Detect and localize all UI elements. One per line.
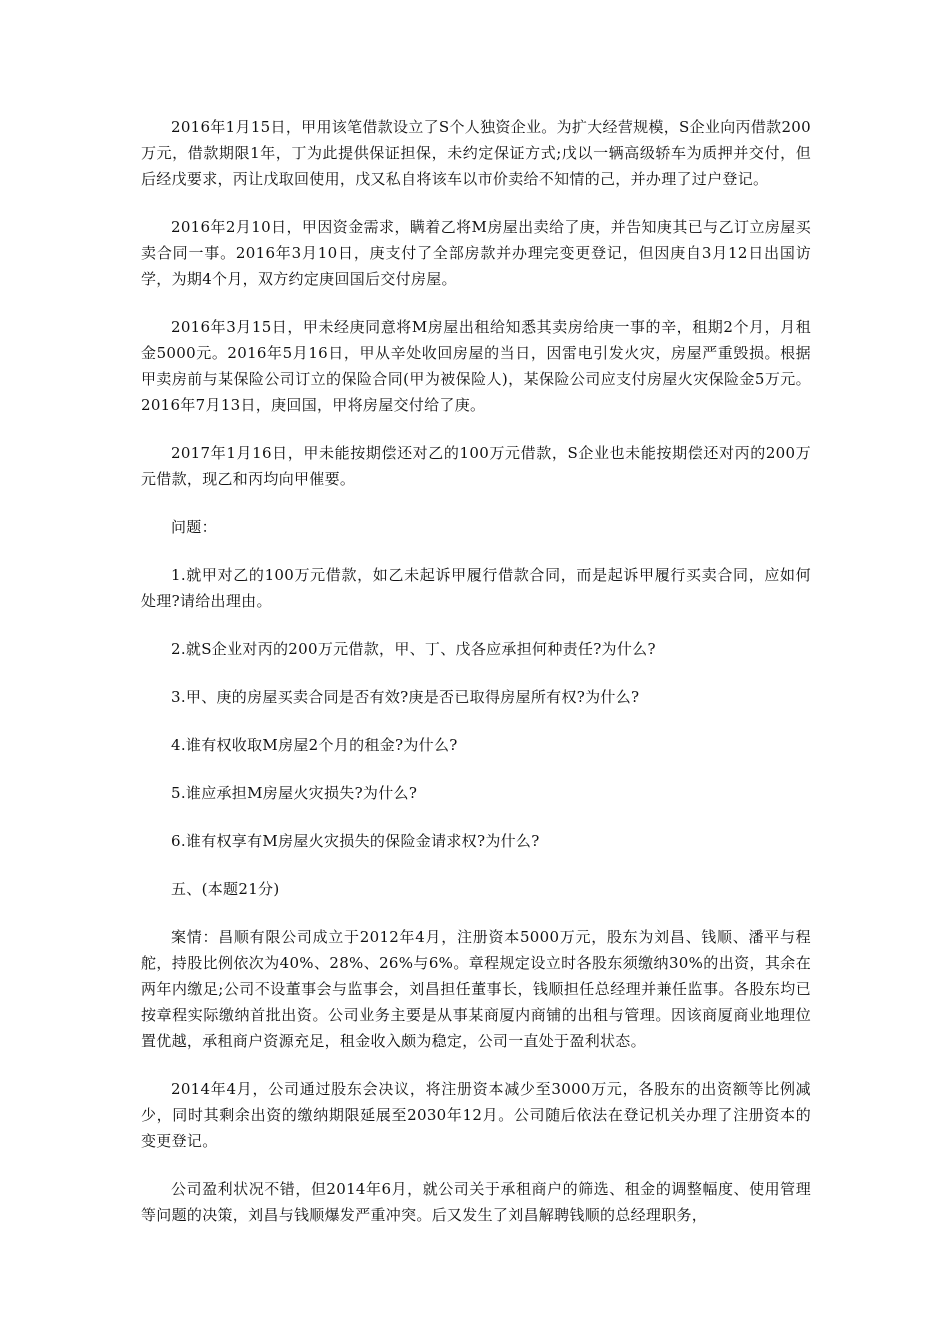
paragraph-s-enterprise: 2016年1月15日，甲用该笔借款设立了S个人独资企业。为扩大经营规模，S企业向丙借款200万元，借款期限1年，丁为此提供保证担保，未约定保证方式;戊以一辆高级轿车为质押并交付，但后经戊要求，丙让戊取回使用，戊又私自将该车以市价卖给不知情的己，并办理了过户登记。 [141,118,811,188]
section-five-heading: 五、(本题21分) [171,880,280,898]
case-paragraph: 2014年4月，公司通过股东会决议，将注册资本减少至3000万元，各股东的出资额等比例减少，同时其剩余出资的缴纳期限延展至2030年12月。公司随后依法在登记机关办理了注册资本的变更登记。 [141,1080,811,1150]
case-paragraph: 公司盈利状况不错，但2014年6月，就公司关于承租商户的筛选、租金的调整幅度、使用管理等问题的决策，刘昌与钱顺爆发严重冲突。后又发生了刘昌解聘钱顺的总经理职务， [141,1180,811,1224]
questions-heading: 问题： [171,518,217,536]
paragraph-house-lease-fire: 2016年3月15日，甲未经庚同意将M房屋出租给知悉其卖房给庚一事的辛，租期2个月，月租金5000元。2016年5月16日，甲从辛处收回房屋的当日，因雷电引发火灾，房屋严重毁损。根据甲卖房前与某保险公司订立的保险合同(甲为被保险人)，某保险公司应支付房屋火灾保险金5万元。2016年7月13日，庚回国，甲将房屋交付给了庚。 [141,318,811,414]
question-item: 4.谁有权收取M房屋2个月的租金?为什么? [171,736,458,754]
paragraph-loan-default: 2017年1月16日，甲未能按期偿还对乙的100万元借款，S企业也未能按期偿还对丙的200万元借款，现乙和丙均向甲催要。 [141,444,811,488]
document-body [141,114,811,1250]
question-item: 6.谁有权享有M房屋火灾损失的保险金请求权?为什么? [171,832,540,850]
question-item: 2.就S企业对丙的200万元借款，甲、丁、戊各应承担何种责任?为什么? [171,640,656,658]
question-item: 3.甲、庚的房屋买卖合同是否有效?庚是否已取得房屋所有权?为什么? [171,688,640,706]
case-paragraph: 案情：昌顺有限公司成立于2012年4月，注册资本5000万元，股东为刘昌、钱顺、潘平与程舵，持股比例依次为40%、28%、26%与6%。章程规定设立时各股东须缴纳30%的出资，其余在两年内缴足;公司不设董事会与监事会，刘昌担任董事长，钱顺担任总经理并兼任监事。各股东均已按章程实际缴纳首批出资。公司业务主要是从事某商厦内商铺的出租与管理。因该商厦商业地理位置优越，承租商户资源充足，租金收入颇为稳定，公司一直处于盈利状态。 [141,928,811,1050]
question-item: 1.就甲对乙的100万元借款，如乙未起诉甲履行借款合同，而是起诉甲履行买卖合同，应如何处理?请给出理由。 [141,566,811,610]
paragraph-house-sale: 2016年2月10日，甲因资金需求，瞒着乙将M房屋出卖给了庚，并告知庚其已与乙订立房屋买卖合同一事。2016年3月10日，庚支付了全部房款并办理完变更登记，但因庚自3月12日出国访学，为期4个月，双方约定庚回国后交付房屋。 [141,218,811,288]
question-item: 5.谁应承担M房屋火灾损失?为什么? [171,784,418,802]
